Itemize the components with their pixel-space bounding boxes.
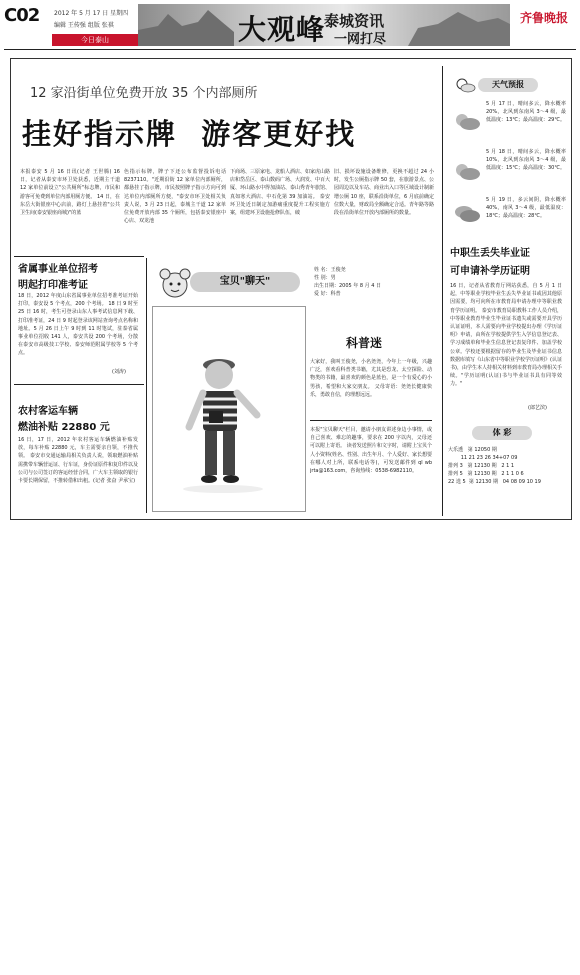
- weather-box: [446, 72, 566, 232]
- banner-title: 大观峰: [238, 13, 326, 46]
- child-info-line: 姓 名：王俊尧: [314, 267, 346, 273]
- page-number: C02: [4, 5, 40, 26]
- banner-subtitle-1: 泰城资讯: [324, 12, 385, 30]
- side-headline-2: 可申请补学历证明: [450, 266, 530, 277]
- brief-1-headline-2: 明起打印准考证: [18, 280, 88, 291]
- brief-divider: [14, 384, 144, 385]
- column-divider: [146, 258, 147, 513]
- lottery-row: 大乐透 第 12050 期: [448, 447, 497, 453]
- lottery-title: 体 彩: [492, 428, 512, 437]
- lottery-title-tab: [472, 426, 532, 440]
- lottery-row: 22 选 5 第 12130 期 04 08 09 10 19: [448, 479, 541, 485]
- page-header: [0, 0, 580, 50]
- editor-credits: 编辑 王传强 组版 张祺: [54, 22, 114, 29]
- child-photo: [152, 306, 306, 512]
- side-article-body: 16 日，记者从省教育厅网站获悉，自 5 月 1 日起，中等职业学校毕业生丢失毕业证书或因其他原因需要，均可向所在市教育局申请办理中等职业教育学历证明。 泰安市教育局职教科工作人员介绍，中等职业教育毕业生毕业证书遗失或需要开具学历认证证明，本人需要向毕业学校提出办理《学历证明》申请，由所在学校提供学生入学信息登记表、学习成绩单和毕业生信息登记表复印件、加盖学校公章。学校还要根据留存的毕业生及毕业证书信息数据库填写《山东省中等职业学校学历证明》(认证书)，由学生本人持相关材料到市教育局办理相关手续。"学历证明(认证)书与毕业证书具有同等效力。": [450, 283, 562, 388]
- brief-1-body: 18 日，2012 年度山东省属事业单位招考准考证开始打印，泰安设 5 个考点，200 个考场。 18 日 9 时至 25 日 16 时，考生可登录山东人事考试信息网下载、打印准考证，24 日 9 时起登录该网站查询考点名称和地址。5 月 26 日上午 9 时到 11 时笔试，驻泰省属事业单位招收 141 人，泰安共设 200 个考场，分散在泰安市高级技工学校、泰安师范附属学校等 5 个考点。: [18, 293, 138, 357]
- weather-day-3: 5 月 19 日，多云间阴，降水概率 40%，南风 3～4 级，最低温度：18℃；最高温度：28℃。: [486, 197, 566, 220]
- weather-day-1: 5 月 17 日，晴间多云，降水概率 20%，北风到东南风 3～4 级，最低温度：13℃；最高温度：29℃。: [486, 101, 566, 124]
- kids-banner-text: 宝贝"聊天": [219, 276, 271, 287]
- main-column-1: 本报泰安 5 月 16 日讯(记者 王世腾) 16 日，记者从泰安市环卫处获悉，近期主干道 12 家单位前设立"公共厕所"标志牌，市民和游客可免费到单位内部用厕方便。 14 日，在东岳大街银座中心店前，路灯上悬挂着"公共卫生间(泰安银座商城)"的蓝: [20, 169, 120, 217]
- child-info-line: 性 别：男: [314, 275, 336, 281]
- child-info-line: 爱 好：科普: [314, 291, 341, 297]
- main-column-4: 旧、损坏设施设备维修，更换不超过 24 小时，发生公厕指示牌 50 套，在旅游景点、公园周边以及车站、商业出入口等区域设计制新增公厕 10 座，联系沿街单位，6 月底前确定位数大量，财政局全额确定合适。青年路等路段在沿街单位开放内部厕所的数量。: [334, 169, 434, 217]
- header-rule: [4, 49, 576, 50]
- kids-banner: [190, 272, 300, 292]
- brief-divider: [14, 256, 144, 257]
- brief-2-headline-1: 农村客运车辆: [18, 406, 78, 417]
- main-column-3: 下商场、三原家电、龙船人酒店、如家虎山路店和岱岳区、泰山数码广场、大润发、中百大厦、环山路水中得加油站、泰山秀青年旅馆、真如寒大酒店、中石化第 39 加油站。 泰安环卫处近日制定加游痛重度提升工程实施方案，组建环卫设施抢修队伍，破: [230, 169, 330, 217]
- brief-2-body: 16 日，17 日，2012 年农村客运车辆燃油补贴发放，每车补贴 22880 元，车主需要亲自领，不推代领。 泰安市交通运输局相关负责人说，领取燃油补贴需携带车辆营运证、行车证，身份证原件和复印件以及公司与公司签订的客运经营合同，广大车主领取的银行卡要长期保留，不推转借和出租。(记者 张奋 尹承宝): [18, 437, 138, 485]
- column-divider: [442, 66, 443, 516]
- cloudy-icon: [452, 160, 482, 182]
- sun-cloud-icon: [454, 76, 476, 94]
- kids-divider: [310, 420, 432, 421]
- column-notice: 本报"宝贝聊天"栏目，邀请小朋友讲述身边小事情，或自己喜欢、难忘的趣事，要求在 200 字以内，父母还可以附上寄语。 读者发送照片和文字时，请附上宝贝个人小资料(姓名、性别、出生年月、个人爱好、家长想要在哪人对上所，联系电话等)，可发送邮件到 ql wb jrta@163.com，咨询热线：0538-6982110。: [310, 427, 432, 475]
- brief-1-headline-1: 省属事业单位招考: [18, 264, 98, 275]
- brief-1-credit: (刘涛): [112, 369, 126, 375]
- cloudy-icon: [452, 110, 482, 132]
- side-headline-1: 中职生丢失毕业证: [450, 248, 530, 259]
- lottery-box: [446, 424, 566, 510]
- child-nickname: 科普迷: [346, 336, 383, 350]
- main-headline: 挂好指示牌 游客更好找: [22, 117, 357, 151]
- weather-title-tab: [478, 78, 538, 92]
- dateline: 2012 年 5 月 17 日 星期四: [54, 10, 129, 17]
- main-column-2: 色指示标牌，牌子下还公布监督投诉电话 8237110。"近期沿街 12 家单位内部厕所，都悬挂了指示牌，市民按照牌子指示方向可到达单位内部厕所方便，"泰安市环卫处相关负责人说，3 月 23 日起，泰城主干道 12 家单位免费开放内部 35 个厕所，包括泰安银座中心店、双龙池: [124, 169, 226, 225]
- child-info-line: 出生日期：2005 年 8 月 4 日: [314, 283, 382, 289]
- banner-subtitle-2: 一网打尽: [334, 32, 387, 46]
- lottery-row: 11 21 23 26 34+07 09: [448, 455, 518, 461]
- side-article-credit: (郎艺滨): [528, 405, 547, 411]
- weather-title: 天气预报: [492, 80, 524, 89]
- main-kicker: 12 家沿街单位免费开放 35 个内部厕所: [30, 86, 258, 101]
- child-story: 大家好，我叫王俊尧，小名尧尧，今年上一年级，兴趣广泛，喜欢看科普类书籍，尤其是恐龙、太空探险、动物类的书籍，最喜欢的颜色是蓝色，是一个有爱心的小男孩，希望和大家交朋友。 父母寄语：尧尧长健康快乐，勇敢自信，的理想远远。: [310, 359, 432, 398]
- overcast-icon: [452, 202, 482, 224]
- child-info-card: [314, 266, 424, 314]
- section-tab: 今日泰山: [52, 34, 138, 46]
- section-banner: [138, 4, 510, 46]
- lottery-row: 排列 5 第 12130 期 2 1 1 0 6: [448, 471, 524, 477]
- boy-portrait: [153, 307, 305, 511]
- newspaper-logo: 齐鲁晚报: [520, 11, 569, 25]
- lottery-row: 排列 3 第 12130 期 2 1 1: [448, 463, 515, 469]
- kids-feature: [150, 260, 436, 514]
- brief-2-headline-2: 燃油补贴 22880 元: [18, 422, 110, 433]
- weather-day-2: 5 月 18 日，晴间多云，降水概率 10%，北风到东南风 3～4 级，最低温度：15℃；最高温度：30℃。: [486, 149, 566, 172]
